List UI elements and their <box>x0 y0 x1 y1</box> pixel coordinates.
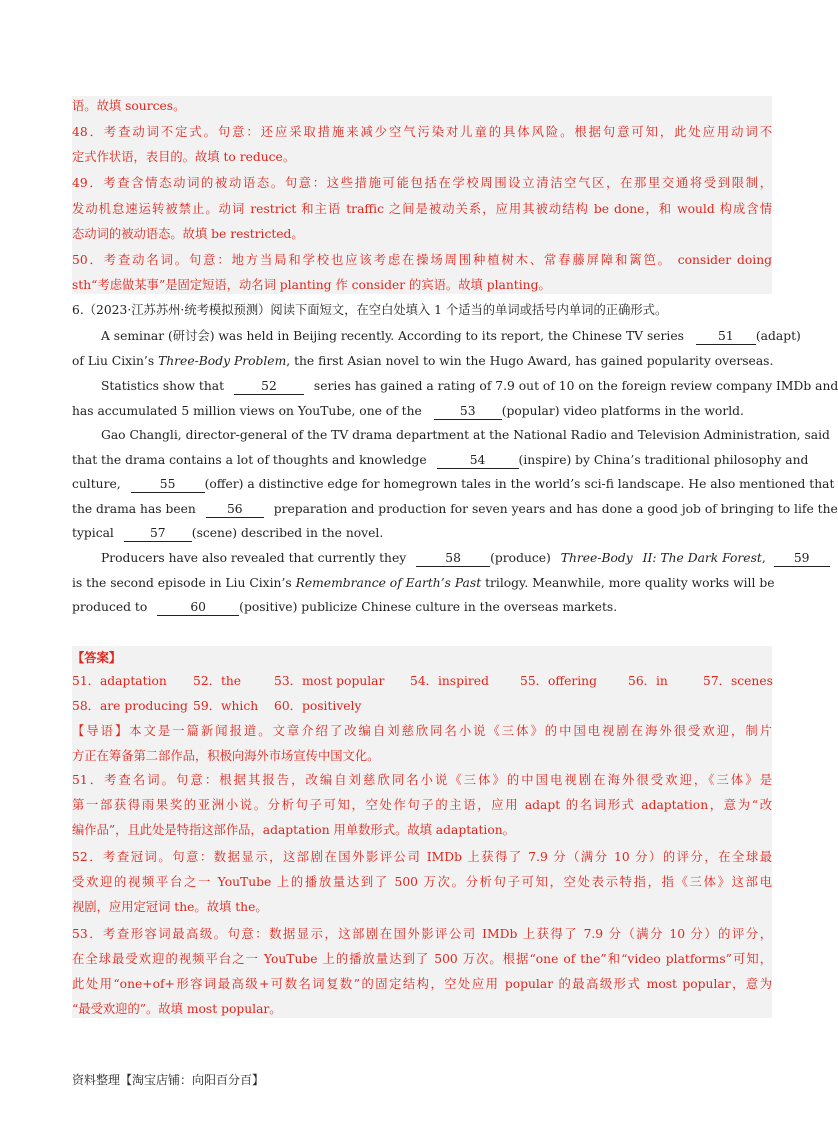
passage-p4-line1 <box>101 550 810 567</box>
passage-text: preparation and production for seven years and has done a good job of bringing to life the <box>273 502 838 516</box>
passage-text: (scene) described in the novel. <box>191 526 384 540</box>
passage-p2-line2 <box>72 403 772 420</box>
passage-p1-line1 <box>101 328 801 345</box>
answer-56: 56．in <box>628 674 668 688</box>
explanation-52-line: 受欢迎的视频平台之一 YouTube 上的播放量达到了 500 万次。分析句子可知，空处表示特指，指《三体》这部电 <box>72 875 772 889</box>
passage-text: produced to <box>72 600 148 614</box>
passage-p4-line2 <box>72 575 775 591</box>
passage-text: that the drama contains a lot of thoughts and knowledge <box>72 453 427 467</box>
explanation-50-line: 50．考查动名词。句意：地方当局和学校也应该考虑在操场周围种植树木、常春藤屏障和篱笆。 consider doing <box>72 253 772 267</box>
guide-line: 【导语】本文是一篇新闻报道。文章介绍了改编自刘慈欣同名小说《三体》的中国电视剧在海外很受欢迎，制片 <box>72 724 772 738</box>
blank-55[interactable]: 55 <box>131 476 205 493</box>
passage-p3-line5 <box>72 525 772 542</box>
explanation-48-line: 48．考查动词不定式。句意：还应采取措施来减少空气污染对儿童的具体风险。根据句意可知，此处应用动词不 <box>72 125 772 139</box>
explanation-49-line: 发动机怠速运转被禁止。动词 restrict 和主语 traffic 之间是被动关系，应用其被动结构 be done，和 would 构成含情 <box>72 202 772 216</box>
passage-italic: II: The Dark Forest <box>642 551 762 565</box>
passage-italic: Three-Body Problem <box>158 354 287 368</box>
passage-text: (adapt) <box>755 329 801 343</box>
explanation-49-line: 49．考查含情态动词的被动语态。句意：这些措施可能包括在学校周围设立清洁空气区，在那里交通将受到限制， <box>72 176 772 190</box>
blank-58[interactable]: 58 <box>416 550 490 567</box>
passage-p3-line4 <box>72 501 838 518</box>
passage-p3-line1: Gao Changli, director-general of the TV drama department at the National Radio and Television Administration, said <box>101 428 830 442</box>
passage-text: A seminar (研讨会) was held in Beijing recently. According to its report, the Chinese TV series <box>101 329 684 343</box>
passage-text: (positive) publicize Chinese culture in the overseas markets. <box>239 600 618 614</box>
passage-text: (produce) <box>490 551 551 565</box>
explanation-52-line: 视剧，应用定冠词 the。故填 the。 <box>72 900 268 914</box>
explanation-47-tail: 语。故填 sources。 <box>72 99 186 113</box>
passage-italic: Remembrance of Earth’s Past <box>295 576 482 590</box>
passage-text: Statistics show that <box>101 379 225 393</box>
blank-52[interactable]: 52 <box>234 378 304 395</box>
answer-53: 53．most popular <box>274 674 385 688</box>
blank-60[interactable]: 60 <box>157 599 239 616</box>
passage-text: typical <box>72 526 114 540</box>
answer-60: 60．positively <box>274 699 362 713</box>
answer-52: 52．the <box>193 674 242 688</box>
passage-p3-line2 <box>72 452 809 469</box>
answer-59: 59．which <box>193 699 259 713</box>
answer-58: 58．are producing <box>72 699 188 713</box>
explanation-51-line: 51．考查名词。句意：根据其报告，改编自刘慈欣同名小说《三体》的中国电视剧在海外很受欢迎，《三体》是 <box>72 773 772 787</box>
passage-text: , the first Asian novel to win the Hugo Award, has gained popularity overseas. <box>286 354 774 368</box>
passage-text: the drama has been <box>72 502 196 516</box>
guide-line: 方正在筹备第二部作品，积极向海外市场宣传中国文化。 <box>72 749 380 763</box>
passage-text: (inspire) by China’s traditional philosophy and <box>518 453 809 467</box>
passage-p3-line3 <box>72 476 835 493</box>
answer-54: 54．inspired <box>410 674 489 688</box>
answer-51: 51．adaptation <box>72 674 167 688</box>
passage-text: culture, <box>72 477 121 491</box>
passage-italic: Three-Body <box>560 551 633 565</box>
passage-text: of Liu Cixin’s <box>72 354 155 368</box>
passage-text: trilogy. Meanwhile, more quality works will be <box>485 576 775 590</box>
passage-text: has accumulated 5 million views on YouTube, one of the <box>72 404 422 418</box>
passage-text: Producers have also revealed that currently they <box>101 551 407 565</box>
blank-53[interactable]: 53 <box>434 403 502 420</box>
passage-text: , <box>761 551 766 565</box>
explanation-53-line: 此处用“one+of+形容词最高级+可数名词复数”的固定结构，空处应用 popular 的最高级形式 most popular，意为 <box>72 977 772 991</box>
explanation-53-line: “最受欢迎的”。故填 most popular。 <box>72 1002 282 1016</box>
passage-text: (offer) a distinctive edge for homegrown tales in the world’s sci-fi landscape. He also mentioned that <box>204 477 835 491</box>
blank-56[interactable]: 56 <box>206 501 264 518</box>
answer-57: 57．scenes <box>703 674 773 688</box>
passage-text: series has gained a rating of 7.9 out of 10 on the foreign review company IMDb and <box>313 379 838 393</box>
explanation-51-line: 编作品”，且此处是特指这部作品，adaptation 用单数形式。故填 adaptation。 <box>72 823 515 837</box>
explanation-52-line: 52．考查冠词。句意：数据显示，这部剧在国外影评公司 IMDb 上获得了 7.9 分（满分 10 分）的评分，在全球最 <box>72 850 772 864</box>
question-header: 6.（2023·江苏苏州·统考模拟预测）阅读下面短文，在空白处填入 1 个适当的单词或括号内单词的正确形式。 <box>72 303 668 317</box>
passage-p4-line3 <box>72 599 772 616</box>
explanation-49-line: 态动词的被动语态。故填 be restricted。 <box>72 227 304 241</box>
explanation-51-line: 第一部获得雨果奖的亚洲小说。分析句子可知，空处作句子的主语，应用 adapt 的名词形式 adaptation，意为“改 <box>72 798 772 812</box>
page-footer: 资料整理【淘宝店铺：向阳百分百】 <box>72 1073 265 1087</box>
passage-p2-line1 <box>101 378 838 395</box>
passage-p1-line2 <box>72 353 772 369</box>
answer-label: 【答案】 <box>72 650 122 665</box>
passage-text: is the second episode in Liu Cixin’s <box>72 576 292 590</box>
answer-55: 55．offering <box>520 674 597 688</box>
explanation-53-line: 53．考查形容词最高级。句意：数据显示，这部剧在国外影评公司 IMDb 上获得了 7.9 分（满分 10 分）的评分， <box>72 927 772 941</box>
explanation-53-line: 在全球最受欢迎的视频平台之一 YouTube 上的播放量达到了 500 万次。根据“one of the”和“video platforms”可知， <box>72 952 772 966</box>
blank-59[interactable]: 59 <box>774 550 830 567</box>
blank-51[interactable]: 51 <box>696 328 756 345</box>
blank-57[interactable]: 57 <box>124 525 192 542</box>
passage-text: (popular) video platforms in the world. <box>501 404 744 418</box>
explanation-50-line: sth“考虑做某事”是固定短语，动名词 planting 作 consider 的宾语。故填 planting。 <box>72 278 551 292</box>
explanation-48-line: 定式作状语，表目的。故填 to reduce。 <box>72 150 296 164</box>
blank-54[interactable]: 54 <box>437 452 519 469</box>
